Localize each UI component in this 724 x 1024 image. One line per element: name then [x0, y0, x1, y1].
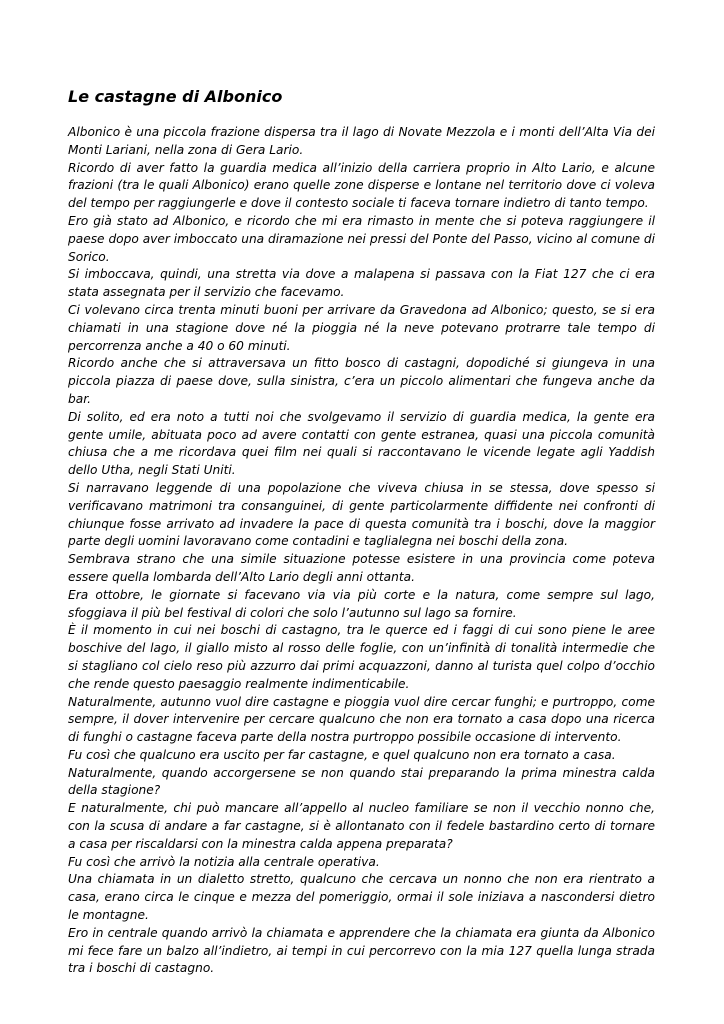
paragraph: E naturalmente, chi può mancare all’appello al nucleo familiare se non il vecchio nonno che, con la scusa di andare a far castagne, si è allontanato con il fedele bastardino certo di tornare a casa per riscaldarsi con la minestra calda appena preparata? — [68, 801, 655, 851]
paragraph: Sembrava strano che una simile situazione potesse esistere in una provincia come poteva essere quella lombarda dell’Alto Lario degli anni ottanta. — [68, 552, 655, 584]
paragraph: Fu così che qualcuno era uscito per far castagne, e quel qualcuno non era tornato a casa. — [68, 747, 616, 762]
document-title: Le castagne di Albonico — [68, 87, 283, 106]
document-body — [68, 124, 655, 978]
paragraph: Si narravano leggende di una popolazione che viveva chiusa in se stessa, dove spesso si verificavano matrimoni tra consanguinei, di gente particolarmente diffidente nei confronti di chiunque fosse arrivato ad invadere la pace di questa comunità tra i boschi, dove la maggior parte degli uomini lavoravano come contadini e taglialegna nei boschi della zona. — [68, 480, 655, 549]
paragraph: Si imboccava, quindi, una stretta via dove a malapena si passava con la Fiat 127 che ci era stata assegnata per il servizio che facevamo. — [68, 267, 655, 300]
paragraph: Fu così che arrivò la notizia alla centrale operativa. — [68, 854, 380, 869]
paragraph: Ci volevano circa trenta minuti buoni per arrivare da Gravedona ad Albonico; questo, se si era chiamati in una stagione dove né la pioggia né la neve potevano protrarre tale tempo di percorrenza anche a 40 o 60 minuti. — [68, 302, 655, 353]
paragraph: Ricordo di aver fatto la guardia medica all’inizio della carriera proprio in Alto Lario, e alcune frazioni (tra le quali Albonico) erano quelle zone disperse e lontane nel territorio dove ci voleva del tempo per raggiungerle e dove il contesto sociale ti faceva tornare indietro di tanto tempo. — [68, 160, 655, 211]
paragraph: Ero già stato ad Albonico, e ricordo che mi era rimasto in mente che si poteva raggiungere il paese dopo aver imboccato una diramazione nei pressi del Ponte del Passo, vicino al comune di Sorico. — [68, 213, 655, 264]
paragraph: Ero in centrale quando arrivò la chiamata e apprendere che la chiamata era giunta da Albonico mi fece fare un balzo all’indietro, ai tempi in cui percorrevo con la mia 127 quella lunga strada tra i boschi di castagno. — [68, 925, 655, 976]
paragraph: Naturalmente, quando accorgersene se non quando stai preparando la prima minestra calda della stagione? — [68, 765, 655, 798]
paragraph: Era ottobre, le giornate si facevano via via più corte e la natura, come sempre sul lago, sfoggiava il più bel festival di colori che solo l’autunno sul lago sa fornire. — [68, 587, 655, 620]
paragraph: Di solito, ed era noto a tutti noi che svolgevamo il servizio di guardia medica, la gente era gente umile, abituata poco ad avere contatti con gente estranea, quasi una piccola comunità chiusa che a me ricordava quei film nei quali si raccontavano le vicende legate agli Yaddish dello Utha, negli Stati Uniti. — [68, 409, 655, 478]
paragraph: Naturalmente, autunno vuol dire castagne e pioggia vuol dire cercar funghi; e purtroppo, come sempre, il dover intervenire per cercare qualcuno che non era tornato a casa dopo una ricerca di funghi o castagne faceva parte della nostra purtroppo possibile occasione di intervento. — [68, 694, 655, 745]
paragraph: Albonico è una piccola frazione dispersa tra il lago di Novate Mezzola e i monti dell’Alta Via dei Monti Lariani, nella zona di Gera Lario. — [68, 125, 655, 157]
paragraph: Ricordo anche che si attraversava un fitto bosco di castagni, dopodiché si giungeva in una piccola piazza di paese dove, sulla sinistra, c’era un piccolo alimentari che fungeva anche da bar. — [68, 356, 655, 406]
paragraph: È il momento in cui nei boschi di castagno, tra le querce ed i faggi di cui sono piene le aree boschive del lago, il giallo misto al rosso delle foglie, con un’infinità di tonalità intermedie che si stagliano col cielo reso più azzurro dai primi acquazzoni, danno al turista quel colpo d’occhio che rende questo paesaggio realmente indimenticabile. — [68, 623, 655, 691]
paragraph: Una chiamata in un dialetto stretto, qualcuno che cercava un nonno che non era rientrato a casa, erano circa le cinque e mezza del pomeriggio, ormai il sole iniziava a nascondersi dietro le montagne. — [68, 872, 655, 923]
